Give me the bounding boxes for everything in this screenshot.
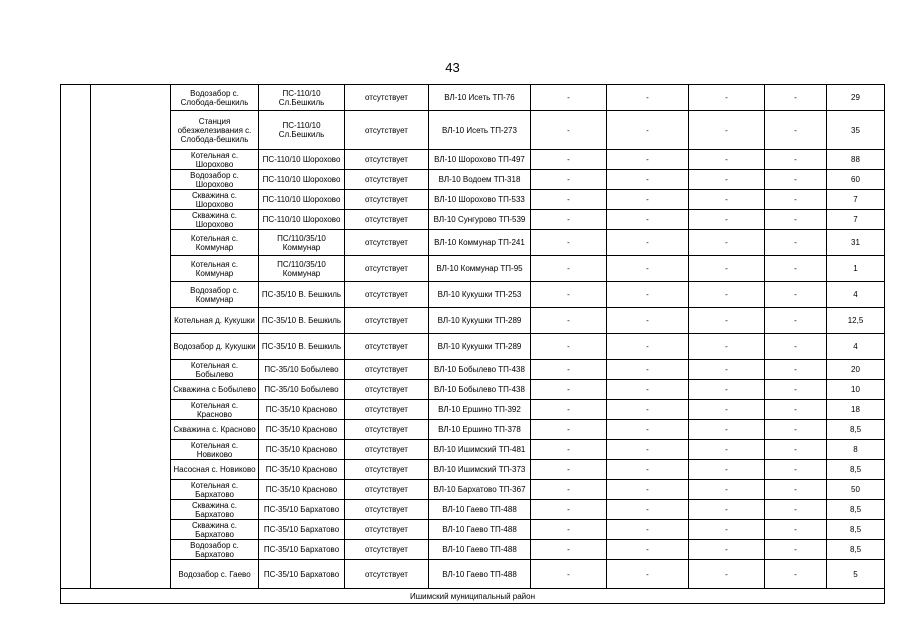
empty-cell: - [765,420,827,440]
empty-cell: - [765,256,827,282]
status-cell: отсутствует [345,170,429,190]
value-cell: 31 [827,230,885,256]
source-cell: ПС-35/10 Красново [259,440,345,460]
source-cell: ПС-110/10 Шорохово [259,170,345,190]
value-cell: 8,5 [827,420,885,440]
empty-cell: - [607,480,689,500]
empty-cell: - [607,540,689,560]
empty-cell: - [689,360,765,380]
table-row [61,420,885,440]
line-cell: ВЛ-10 Кукушки ТП-253 [429,282,531,308]
empty-cell: - [689,150,765,170]
page-number: 43 [445,60,460,75]
line-cell: ВЛ-10 Ершино ТП-392 [429,400,531,420]
empty-cell: - [607,190,689,210]
source-cell: ПС-35/10 В. Бешкиль [259,282,345,308]
source-cell: ПС/110/35/10 Коммунар [259,256,345,282]
source-cell: ПС-35/10 Красново [259,480,345,500]
empty-cell: - [531,230,607,256]
empty-cell: - [607,111,689,150]
object-group-cell [91,85,171,589]
value-cell: 35 [827,111,885,150]
table-row [61,282,885,308]
status-cell: отсутствует [345,380,429,400]
name-cell: Котельная с. Бархатово [171,480,259,500]
value-cell: 8,5 [827,540,885,560]
line-cell: ВЛ-10 Исеть ТП-273 [429,111,531,150]
empty-cell: - [531,334,607,360]
empty-cell: - [531,256,607,282]
empty-cell: - [607,420,689,440]
empty-cell: - [765,111,827,150]
empty-cell: - [607,85,689,111]
name-cell: Скважина с. Красново [171,420,259,440]
empty-cell: - [689,520,765,540]
line-cell: ВЛ-10 Шорохово ТП-497 [429,150,531,170]
source-cell: ПС-35/10 Бархатово [259,500,345,520]
table-row [61,190,885,210]
table-row [61,256,885,282]
name-cell: Котельная с. Бобылево [171,360,259,380]
line-cell: ВЛ-10 Ишимский ТП-373 [429,460,531,480]
value-cell: 7 [827,210,885,230]
empty-cell: - [689,111,765,150]
value-cell: 5 [827,560,885,589]
name-cell: Водозабор д. Кукушки [171,334,259,360]
empty-cell: - [607,560,689,589]
status-cell: отсутствует [345,111,429,150]
empty-cell: - [689,480,765,500]
table-row [61,170,885,190]
source-cell: ПС-35/10 В. Бешкиль [259,334,345,360]
status-cell: отсутствует [345,308,429,334]
table-row [61,230,885,256]
status-cell: отсутствует [345,210,429,230]
name-cell: Котельная с. Коммунар [171,230,259,256]
empty-cell: - [765,560,827,589]
source-cell: ПС-110/10 Шорохово [259,210,345,230]
empty-cell: - [607,500,689,520]
name-cell: Скважина с. Шорохово [171,190,259,210]
region-footer-label: Ишимский муниципальный район [61,589,885,604]
source-cell: ПС-35/10 Бархатово [259,520,345,540]
line-cell: ВЛ-10 Водоем ТП-318 [429,170,531,190]
source-cell: ПС-35/10 Бархатово [259,540,345,560]
empty-cell: - [765,308,827,334]
empty-cell: - [689,500,765,520]
value-cell: 18 [827,400,885,420]
empty-cell: - [607,256,689,282]
table-row [61,400,885,420]
empty-cell: - [765,440,827,460]
empty-cell: - [531,360,607,380]
source-cell: ПС-35/10 Красново [259,400,345,420]
name-cell: Водозабор с. Шорохово [171,170,259,190]
status-cell: отсутствует [345,85,429,111]
empty-cell: - [765,500,827,520]
value-cell: 7 [827,190,885,210]
empty-cell: - [689,230,765,256]
empty-cell: - [607,170,689,190]
line-cell: ВЛ-10 Гаево ТП-488 [429,500,531,520]
table-row [61,540,885,560]
source-cell: ПС-35/10 Бархатово [259,560,345,589]
status-cell: отсутствует [345,460,429,480]
source-cell: ПС-35/10 Бобылево [259,380,345,400]
line-cell: ВЛ-10 Шорохово ТП-533 [429,190,531,210]
empty-cell: - [531,560,607,589]
empty-cell: - [765,85,827,111]
line-cell: ВЛ-10 Кукушки ТП-289 [429,308,531,334]
name-cell: Скважина с. Бархатово [171,500,259,520]
table-row [61,500,885,520]
empty-cell: - [531,308,607,334]
name-cell: Котельная с. Красново [171,400,259,420]
empty-cell: - [689,560,765,589]
source-cell: ПС-110/10 Сл.Бешкиль [259,111,345,150]
empty-cell: - [689,440,765,460]
empty-cell: - [531,480,607,500]
empty-cell: - [765,400,827,420]
table-row [61,380,885,400]
value-cell: 20 [827,360,885,380]
status-cell: отсутствует [345,520,429,540]
empty-cell: - [531,170,607,190]
empty-cell: - [531,400,607,420]
line-cell: ВЛ-10 Ершино ТП-378 [429,420,531,440]
name-cell: Котельная с. Новиково [171,440,259,460]
status-cell: отсутствует [345,440,429,460]
name-cell: Котельная д. Кукушки [171,308,259,334]
status-cell: отсутствует [345,560,429,589]
empty-cell: - [689,334,765,360]
line-cell: ВЛ-10 Исеть ТП-76 [429,85,531,111]
table-row [61,460,885,480]
status-cell: отсутствует [345,190,429,210]
empty-cell: - [531,540,607,560]
empty-cell: - [607,230,689,256]
empty-cell: - [531,440,607,460]
value-cell: 1 [827,256,885,282]
empty-cell: - [765,282,827,308]
empty-cell: - [531,500,607,520]
name-cell: Котельная с. Коммунар [171,256,259,282]
name-cell: Скважина с Бобылево [171,380,259,400]
empty-cell: - [607,360,689,380]
empty-cell: - [689,380,765,400]
line-cell: ВЛ-10 Гаево ТП-488 [429,520,531,540]
empty-cell: - [689,210,765,230]
table-row [61,85,885,111]
empty-cell: - [765,150,827,170]
line-cell: ВЛ-10 Гаево ТП-488 [429,540,531,560]
value-cell: 88 [827,150,885,170]
value-cell: 8,5 [827,460,885,480]
empty-cell: - [607,334,689,360]
name-cell: Водозабор с. Гаево [171,560,259,589]
name-cell: Скважина с. Бархатово [171,520,259,540]
name-cell: Водозабор с. Коммунар [171,282,259,308]
table-row [61,111,885,150]
facilities-table [60,84,885,604]
value-cell: 29 [827,85,885,111]
value-cell: 60 [827,170,885,190]
table-row [61,440,885,460]
empty-cell: - [531,111,607,150]
empty-cell: - [607,380,689,400]
table-row [61,560,885,589]
line-cell: ВЛ-10 Гаево ТП-488 [429,560,531,589]
empty-cell: - [689,256,765,282]
status-cell: отсутствует [345,500,429,520]
name-cell: Станция обезжелезивания с. Слобода-бешкиль [171,111,259,150]
empty-cell: - [765,460,827,480]
table-body [61,85,885,604]
empty-cell: - [765,190,827,210]
value-cell: 50 [827,480,885,500]
table-row [61,480,885,500]
line-cell: ВЛ-10 Бобылево ТП-438 [429,360,531,380]
source-cell: ПС-35/10 Бобылево [259,360,345,380]
table-row [61,308,885,334]
empty-cell: - [765,480,827,500]
empty-cell: - [765,170,827,190]
empty-cell: - [607,520,689,540]
empty-cell: - [531,85,607,111]
empty-cell: - [607,308,689,334]
status-cell: отсутствует [345,540,429,560]
empty-cell: - [689,460,765,480]
status-cell: отсутствует [345,360,429,380]
source-cell: ПС-110/10 Сл.Бешкиль [259,85,345,111]
empty-cell: - [531,380,607,400]
table-row [61,360,885,380]
line-cell: ВЛ-10 Кукушки ТП-289 [429,334,531,360]
empty-cell: - [607,150,689,170]
empty-cell: - [689,282,765,308]
name-cell: Котельная с. Шорохово [171,150,259,170]
empty-cell: - [689,420,765,440]
empty-cell: - [607,210,689,230]
empty-cell: - [765,230,827,256]
status-cell: отсутствует [345,150,429,170]
line-cell: ВЛ-10 Сунгурово ТП-539 [429,210,531,230]
table-row [61,334,885,360]
source-cell: ПС-110/10 Шорохово [259,150,345,170]
status-cell: отсутствует [345,334,429,360]
empty-cell: - [689,400,765,420]
value-cell: 8 [827,440,885,460]
line-cell: ВЛ-10 Коммунар ТП-95 [429,256,531,282]
empty-cell: - [531,150,607,170]
empty-cell: - [689,170,765,190]
name-cell: Водозабор с. Бархатово [171,540,259,560]
empty-cell: - [765,540,827,560]
line-cell: ВЛ-10 Ишимский ТП-481 [429,440,531,460]
empty-cell: - [689,540,765,560]
empty-cell: - [531,520,607,540]
status-cell: отсутствует [345,420,429,440]
empty-cell: - [531,460,607,480]
table-row [61,150,885,170]
name-cell: Насосная с. Новиково [171,460,259,480]
value-cell: 8,5 [827,520,885,540]
empty-cell: - [607,282,689,308]
empty-cell: - [765,210,827,230]
line-cell: ВЛ-10 Коммунар ТП-241 [429,230,531,256]
empty-cell: - [765,520,827,540]
status-cell: отсутствует [345,230,429,256]
source-cell: ПС-35/10 Красново [259,420,345,440]
empty-cell: - [765,360,827,380]
line-cell: ВЛ-10 Бобылево ТП-438 [429,380,531,400]
empty-cell: - [531,190,607,210]
source-cell: ПС-110/10 Шорохово [259,190,345,210]
empty-cell: - [765,334,827,360]
table-row [61,520,885,540]
source-cell: ПС-35/10 В. Бешкиль [259,308,345,334]
empty-cell: - [531,210,607,230]
empty-cell: - [689,308,765,334]
value-cell: 8,5 [827,500,885,520]
status-cell: отсутствует [345,256,429,282]
value-cell: 4 [827,334,885,360]
value-cell: 10 [827,380,885,400]
source-cell: ПС-35/10 Красново [259,460,345,480]
empty-cell: - [607,440,689,460]
number-cell [61,85,91,589]
status-cell: отсутствует [345,400,429,420]
source-cell: ПС/110/35/10 Коммунар [259,230,345,256]
empty-cell: - [531,282,607,308]
empty-cell: - [607,400,689,420]
status-cell: отсутствует [345,480,429,500]
value-cell: 4 [827,282,885,308]
line-cell: ВЛ-10 Бархатово ТП-367 [429,480,531,500]
empty-cell: - [765,380,827,400]
empty-cell: - [531,420,607,440]
status-cell: отсутствует [345,282,429,308]
name-cell: Скважина с. Шорохово [171,210,259,230]
empty-cell: - [689,85,765,111]
empty-cell: - [607,460,689,480]
region-footer-row [61,589,885,604]
table-row [61,210,885,230]
empty-cell: - [689,190,765,210]
value-cell: 12,5 [827,308,885,334]
name-cell: Водозабор с. Слобода-бешкиль [171,85,259,111]
